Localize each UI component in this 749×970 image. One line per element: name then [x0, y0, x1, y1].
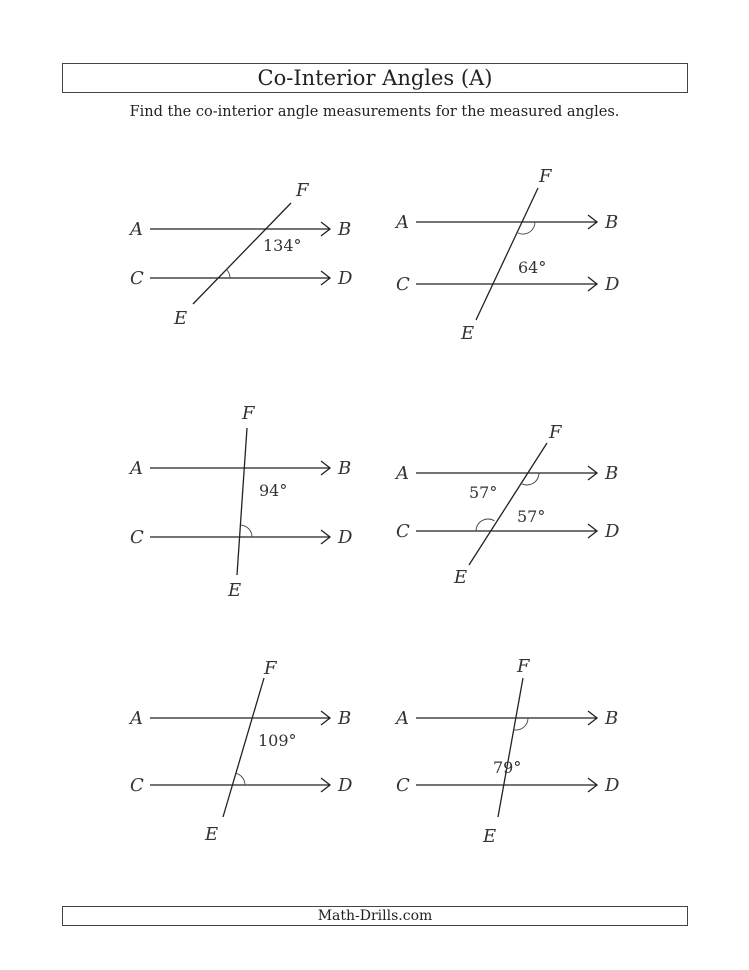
- point-label: A: [130, 708, 143, 729]
- angle-measure: 109°: [258, 731, 297, 750]
- point-label: B: [338, 458, 352, 479]
- transversal-ef: [476, 188, 538, 320]
- point-label: A: [396, 463, 409, 484]
- point-label: F: [264, 658, 277, 679]
- footer: Math-Drills.com: [62, 906, 688, 926]
- point-label: E: [205, 824, 219, 845]
- point-label: F: [296, 180, 309, 201]
- point-label: B: [338, 219, 352, 240]
- point-label: B: [605, 463, 619, 484]
- instructions: Find the co-interior angle measurements for the measured angles.: [129, 104, 620, 120]
- point-label: F: [539, 166, 552, 187]
- point-label: E: [174, 308, 188, 329]
- point-label: A: [130, 219, 143, 240]
- point-label: C: [396, 274, 410, 295]
- transversal-ef: [498, 678, 523, 817]
- point-label: D: [338, 775, 353, 796]
- angle-arc: [226, 269, 230, 278]
- point-label: E: [483, 826, 497, 847]
- point-label: F: [242, 403, 255, 424]
- angle-measure: 64°: [518, 258, 547, 277]
- angle-measure: 57°: [469, 483, 498, 502]
- angle-arc: [518, 222, 535, 234]
- problem-6: [394, 656, 620, 847]
- point-label: D: [338, 268, 353, 289]
- problem-4: [394, 422, 620, 588]
- point-label: C: [130, 775, 144, 796]
- point-label: B: [338, 708, 352, 729]
- angle-measure: 57°: [517, 507, 546, 526]
- point-label: C: [130, 527, 144, 548]
- problem-5: [128, 658, 353, 845]
- angle-measure: 134°: [263, 236, 302, 255]
- point-label: A: [396, 212, 409, 233]
- point-label: D: [605, 521, 620, 542]
- point-label: A: [130, 458, 143, 479]
- angle-arc: [236, 773, 245, 785]
- problem-1: [128, 180, 353, 329]
- point-label: F: [549, 422, 562, 443]
- point-label: E: [461, 323, 475, 344]
- point-label: C: [130, 268, 144, 289]
- angle-measure: 94°: [259, 481, 288, 500]
- angle-measure: 79°: [493, 758, 522, 777]
- problem-2: [394, 166, 620, 344]
- problem-3: [128, 403, 353, 601]
- point-label: B: [605, 708, 619, 729]
- point-label: A: [396, 708, 409, 729]
- point-label: C: [396, 521, 410, 542]
- transversal-ef: [237, 428, 247, 575]
- worksheet-title: Co-Interior Angles (A): [62, 63, 688, 93]
- point-label: E: [454, 567, 468, 588]
- point-label: D: [338, 527, 353, 548]
- point-label: C: [396, 775, 410, 796]
- point-label: F: [517, 656, 530, 677]
- point-label: D: [605, 274, 620, 295]
- point-label: D: [605, 775, 620, 796]
- transversal-ef: [469, 443, 547, 565]
- point-label: E: [228, 580, 242, 601]
- point-label: B: [605, 212, 619, 233]
- angle-arc: [241, 525, 252, 537]
